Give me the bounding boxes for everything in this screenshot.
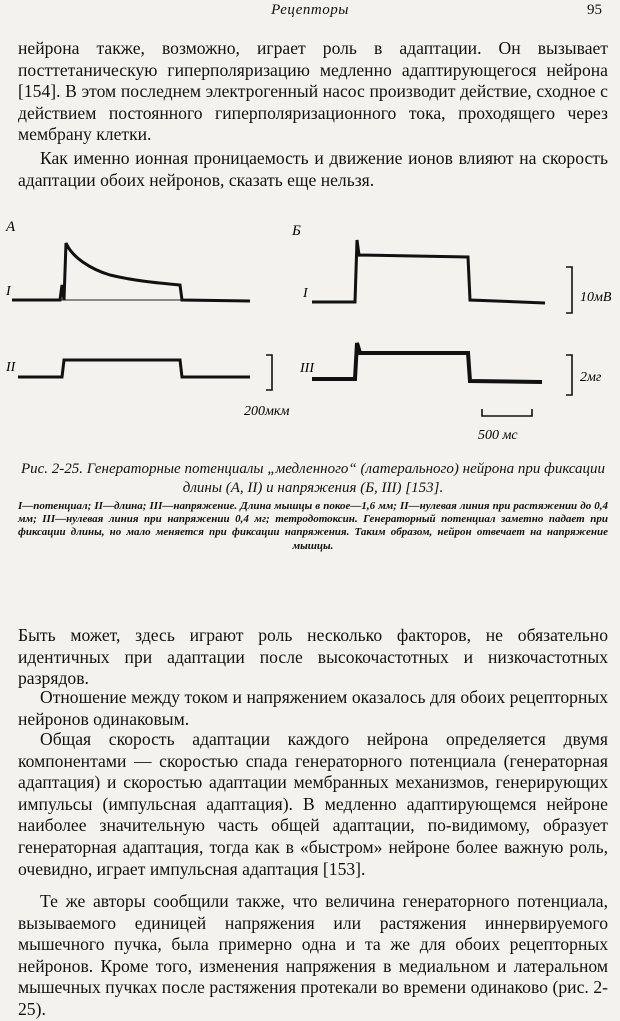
trace-label-b2: III (300, 361, 314, 376)
scale-force-label: 2мг (580, 370, 602, 385)
a2-trace (18, 360, 250, 377)
scale-time-label: 500 мс (478, 428, 518, 443)
force-scale-bar (566, 355, 572, 395)
scale-voltage-label: 10мВ (580, 290, 612, 305)
figure-caption-title: Рис. 2-25. Генераторные потенциалы „медленного“ (латерального) нейрона при фиксации длины (А, II) и напряжения (Б, III) [153]. (20, 461, 606, 496)
scale-length-label: 200мкм (244, 404, 290, 419)
trace-label-a1: I (6, 284, 11, 299)
running-head: Рецепторы (271, 2, 349, 18)
page-number: 95 (587, 2, 602, 18)
paragraph-top-1: нейрона также, возможно, играет роль в адаптации. Он вызывает посттетаническую гиперполяризацию медленно адаптирующегося нейрона [154]. В этом последнем электрогенный насос производит действие, сходное с действием постоянного гиперполяризационного тока, проходящего через мембрану клетки. (18, 38, 608, 145)
time-scale-bar (482, 409, 532, 416)
voltage-scale-bar (566, 267, 572, 313)
paragraph-bottom-1: Быть может, здесь играют роль несколько факторов, не обязательно идентичных при адаптации после высокочастотных и низкочастотных разрядов. (18, 625, 608, 689)
b1-trace (312, 240, 545, 303)
figure-2-25 (0, 205, 620, 455)
paragraph-top-2: Как именно ионная проницаемость и движение ионов влияют на скорость адаптации обоих нейронов, сказать еще нельзя. (18, 148, 608, 190)
paragraph-bottom-4: Те же авторы сообщили также, что величина генераторного потенциала, вызываемого единицей напряжения или растяжения иннервируемого мышечного пучка, была примерно одна и та же для обоих рецепторных нейронов. Кроме того, изменения напряжения в медиальном и латеральном мышечных пучках после растяжения протекали во времени одинаково (рис. 2-25). (18, 891, 608, 1019)
length-scale-bar (266, 355, 272, 390)
a1-trace (12, 243, 250, 301)
trace-label-a2: II (6, 360, 16, 375)
paragraph-bottom-2: Отношение между током и напряжением оказалось для обоих рецепторных нейронов одинаковым. (18, 687, 608, 729)
b2-trace (312, 343, 542, 382)
panel-a-label: А (6, 219, 16, 235)
paragraph-bottom-3: Общая скорость адаптации каждого нейрона определяется двумя компонентами — скоростью спада генераторного потенциала (генераторная адаптация) и скоростью адаптации мембранных механизмов, генерирующих импульсы (импульсная адаптация). В медленно адаптирующемся нейроне наиболее значительную часть общей адаптации, по-видимому, образует генераторная адаптация, тогда как в «быстром» нейроне более важную роль, очевидно, играет импульсная адаптация [153]. (18, 729, 608, 879)
figure-caption-legend: I—потенциал; II—длина; III—напряжение. Длина мышцы в покое—1,6 мм; II—нулевая линия при растяжении до 0,4 мм; III—нулевая линия при напряжении 0,4 мг; тетродотоксин. Генераторный потенциал заметно падает при фиксации длины, но мало меняется при фиксации напряжения. Таким образом, нейрон отвечает на напряжение мышцы. (18, 500, 608, 552)
trace-label-b1: I (303, 286, 308, 301)
panel-b-label: Б (292, 223, 301, 239)
